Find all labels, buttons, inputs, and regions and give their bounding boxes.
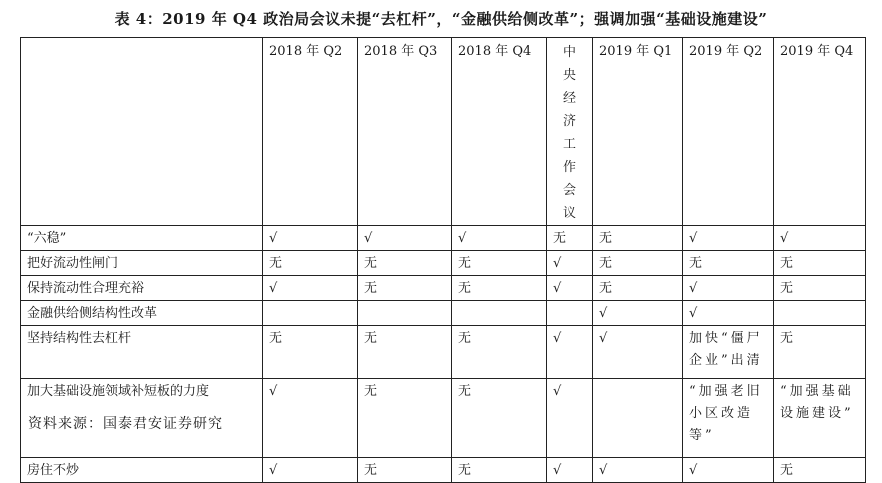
table-cell: [593, 379, 683, 458]
header-cell: 2018 年 Q2: [263, 38, 358, 226]
table-cell: √: [547, 379, 593, 458]
table-cell: 无: [774, 276, 866, 301]
row-label: 坚持结构性去杠杆: [21, 326, 263, 379]
table-cell: 无: [593, 276, 683, 301]
header-cell: 2019 年 Q1: [593, 38, 683, 226]
table-cell: [358, 301, 452, 326]
table-cell: 无: [452, 276, 547, 301]
table-cell: √: [452, 226, 547, 251]
table-row: [21, 251, 866, 276]
table-caption: 表 4：2019 年 Q4 政治局会议未提“去杠杆”，“金融供给侧改革”；强调加强“基础设施建设”: [114, 10, 768, 28]
header-cell: 2018 年 Q4: [452, 38, 547, 226]
table-cell: 无: [452, 379, 547, 458]
table-cell: √: [593, 301, 683, 326]
table-cell: 无: [358, 251, 452, 276]
table-cell: [452, 301, 547, 326]
table-cell: 无: [774, 326, 866, 379]
row-label: “六稳”: [21, 226, 263, 251]
table-cell: √: [683, 301, 774, 326]
table-cell: √: [683, 458, 774, 483]
table-row: [21, 458, 866, 483]
header-cell: 2018 年 Q3: [358, 38, 452, 226]
table-cell: 无: [358, 458, 452, 483]
row-label: 房住不炒: [21, 458, 263, 483]
table-row: [21, 301, 866, 326]
table-cell: √: [683, 276, 774, 301]
table-cell: √: [593, 458, 683, 483]
header-cell-text: 中央经济工作会议: [562, 45, 576, 221]
header-cell: [21, 38, 263, 226]
table-cell: 无: [263, 251, 358, 276]
table-cell: 无: [452, 251, 547, 276]
table-cell: √: [547, 276, 593, 301]
table-cell: 无: [683, 251, 774, 276]
table-cell: √: [263, 458, 358, 483]
table-cell: √: [263, 226, 358, 251]
table-cell: 无: [774, 251, 866, 276]
table-cell: [774, 301, 866, 326]
row-label: 把好流动性闸门: [21, 251, 263, 276]
table-cell: 无: [263, 326, 358, 379]
table-cell: √: [263, 276, 358, 301]
table-cell: “加强老旧小区改造等”: [683, 379, 774, 458]
table-row: [21, 226, 866, 251]
table-cell: √: [547, 458, 593, 483]
table-cell: √: [774, 226, 866, 251]
table-cell: [547, 301, 593, 326]
table-row: [21, 326, 866, 379]
table-cell: 无: [593, 226, 683, 251]
table-cell: [263, 301, 358, 326]
table-cell: 无: [358, 276, 452, 301]
table-cell: 无: [593, 251, 683, 276]
table-cell: 无: [358, 379, 452, 458]
source-note: 资料来源：国泰君安证券研究: [28, 416, 223, 432]
header-cell: 2019 年 Q4: [774, 38, 866, 226]
table-cell: √: [358, 226, 452, 251]
row-label: 金融供给侧结构性改革: [21, 301, 263, 326]
row-label: 加大基础设施领域补短板的力度: [21, 379, 263, 458]
table-cell: √: [547, 251, 593, 276]
table-cell: √: [593, 326, 683, 379]
table-cell: 无: [547, 226, 593, 251]
table-cell: √: [683, 226, 774, 251]
table-cell: 无: [452, 326, 547, 379]
row-label: 保持流动性合理充裕: [21, 276, 263, 301]
header-cell: 2019 年 Q2: [683, 38, 774, 226]
table-cell: √: [547, 326, 593, 379]
header-row: [21, 38, 866, 226]
table-cell: 无: [452, 458, 547, 483]
table-cell: 无: [358, 326, 452, 379]
table-row: [21, 276, 866, 301]
header-cell: [547, 38, 593, 226]
table-cell: 加快“僵尸企业”出清: [683, 326, 774, 379]
table-cell: √: [263, 379, 358, 458]
table-cell: 无: [774, 458, 866, 483]
table-cell: “加强基础设施建设”: [774, 379, 866, 458]
